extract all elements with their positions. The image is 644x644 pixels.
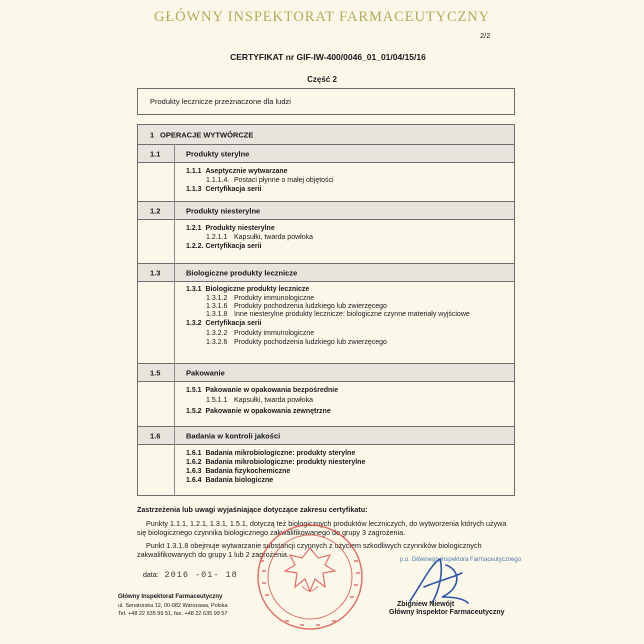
row-number: 1.2	[150, 206, 161, 215]
column-divider	[174, 426, 175, 496]
row-number: 1.3	[150, 268, 161, 277]
issue-date	[143, 570, 238, 580]
list-item: 1.5.1 Pakowanie w opakowania bezpośrednie	[186, 387, 339, 394]
list-item: 1.2.1.1 Kapsułki, twarda powłoka	[206, 234, 313, 241]
product-type-label: Produkty lecznicze przeznaczone dla ludzi	[150, 97, 291, 106]
list-item: 1.3.1.6 Produkty pochodzenia ludzkiego lub zwierzęcego	[206, 303, 387, 310]
official-seal-stamp	[250, 520, 370, 635]
footer-address: ul. Senatorska 12, 00-082 Warszawa, Polska	[118, 602, 228, 609]
handwritten-signature	[402, 553, 472, 608]
signatory-title: Główny Inspektor Farmaceutyczny	[389, 609, 505, 616]
row-number: 1.1	[150, 149, 161, 158]
column-divider	[174, 263, 175, 363]
column-divider	[174, 363, 175, 426]
list-item: 1.3.2.2 Produkty immunologiczne	[206, 330, 315, 337]
signatory-behalf: p.o. Głównego Inspektora Farmaceutycznego	[400, 557, 522, 563]
list-item: 1.1.3 Certyfikacja serii	[186, 186, 262, 193]
certificate-number: CERTYFIKAT nr GIF-IW-400/0046_01_01/04/15/16	[230, 52, 426, 62]
list-item: 1.6.4 Badania biologiczne	[186, 477, 274, 484]
footer-contact: Tel. +48 22 635 99 51, fax. +48 22 635 99 57	[118, 611, 228, 617]
list-item: 1.3.1.8 Inne niesterylne produkty lecznicze: biologiczne czynne materiały wyjściowe	[206, 311, 470, 318]
issuer-header: GŁÓWNY INSPEKTORAT FARMACEUTYCZNY	[153, 9, 491, 25]
row-title: Biologiczne produkty lecznicze	[186, 268, 298, 277]
list-item: 1.3.2 Certyfikacja serii	[186, 320, 262, 327]
row-title: Produkty sterylne	[186, 149, 250, 158]
row-header-1-3	[138, 263, 514, 282]
signatory-name: Zbigniew Niewójt	[397, 601, 455, 608]
remarks-paragraph: Punkty 1.1.1, 1.2.1, 1.3.1, 1.5.1, dotyczą też biologicznych produktów leczniczych, do wytworzenia których używa się biologicznego czynnika biologicznego zakwalifikowanego do grupy 3 zagrożenia.	[137, 518, 507, 537]
column-divider	[174, 144, 175, 206]
row-title: Badania w kontroli jakości	[186, 431, 281, 440]
list-item: 1.6.1 Badania mikrobiologiczne: produkty sterylne	[186, 450, 356, 457]
row-title: Produkty niesterylne	[186, 206, 261, 215]
issuer-address	[118, 593, 228, 619]
list-item: 1.5.1.1 Kapsułki, twarda powłoka	[206, 397, 313, 404]
footer-org: Główny Inspektorat Farmaceutyczny	[118, 594, 223, 600]
section-title: OPERACJE WYTWÓRCZE	[160, 130, 254, 139]
date-label: data:	[143, 572, 159, 579]
list-item: 1.6.2 Badania mikrobiologiczne: produkty niesterylne	[186, 459, 366, 466]
list-item: 1.2.2. Certyfikacja serii	[186, 243, 262, 250]
row-header-1-5	[138, 363, 514, 382]
list-item: 1.1.1 Aseptycznie wytwarzane	[186, 168, 288, 175]
column-divider	[174, 201, 175, 263]
list-item: 1.5.2 Pakowanie w opakowania zewnętrzne	[186, 408, 331, 415]
row-header-1-2	[138, 201, 514, 220]
row-header-1-6	[138, 426, 514, 445]
operations-table	[137, 124, 515, 496]
row-header-1-1	[138, 144, 514, 163]
list-item: 1.1.1.4. Postaci płynne o małej objętości	[206, 177, 334, 184]
row-number: 1.5	[150, 368, 161, 377]
list-item: 1.6.3 Badania fizykochemiczne	[186, 468, 291, 475]
section-number: 1	[150, 130, 155, 139]
page-number: 2/2	[480, 31, 491, 40]
list-item: 1.3.2.6 Produkty pochodzenia ludzkiego lub zwierzęcego	[206, 339, 387, 346]
product-type-box	[137, 88, 515, 115]
list-item: 1.2.1 Produkty niesterylne	[186, 225, 275, 232]
row-title: Pakowanie	[186, 368, 225, 377]
date-value: 2016 -01- 18	[164, 570, 238, 580]
row-number: 1.6	[150, 431, 161, 440]
list-item: 1.3.1.2 Produkty immunologiczne	[206, 295, 315, 302]
section-header	[138, 125, 514, 145]
list-item: 1.3.1 Biologiczne produkty lecznicze	[186, 286, 310, 293]
remarks-heading: Zastrzeżenia lub uwagi wyjaśniające dotyczące zakresu certyfikatu:	[137, 505, 368, 514]
remarks-paragraph: Punkt 1.3.1.8 obejmuje wytwarzanie substancji czynnych z użyciem szkodliwych czynników biologicznych zakwalifikowanych do grupy 1 lub 2 zagrożenia.	[137, 540, 482, 559]
part-label: Część 2	[307, 75, 337, 84]
